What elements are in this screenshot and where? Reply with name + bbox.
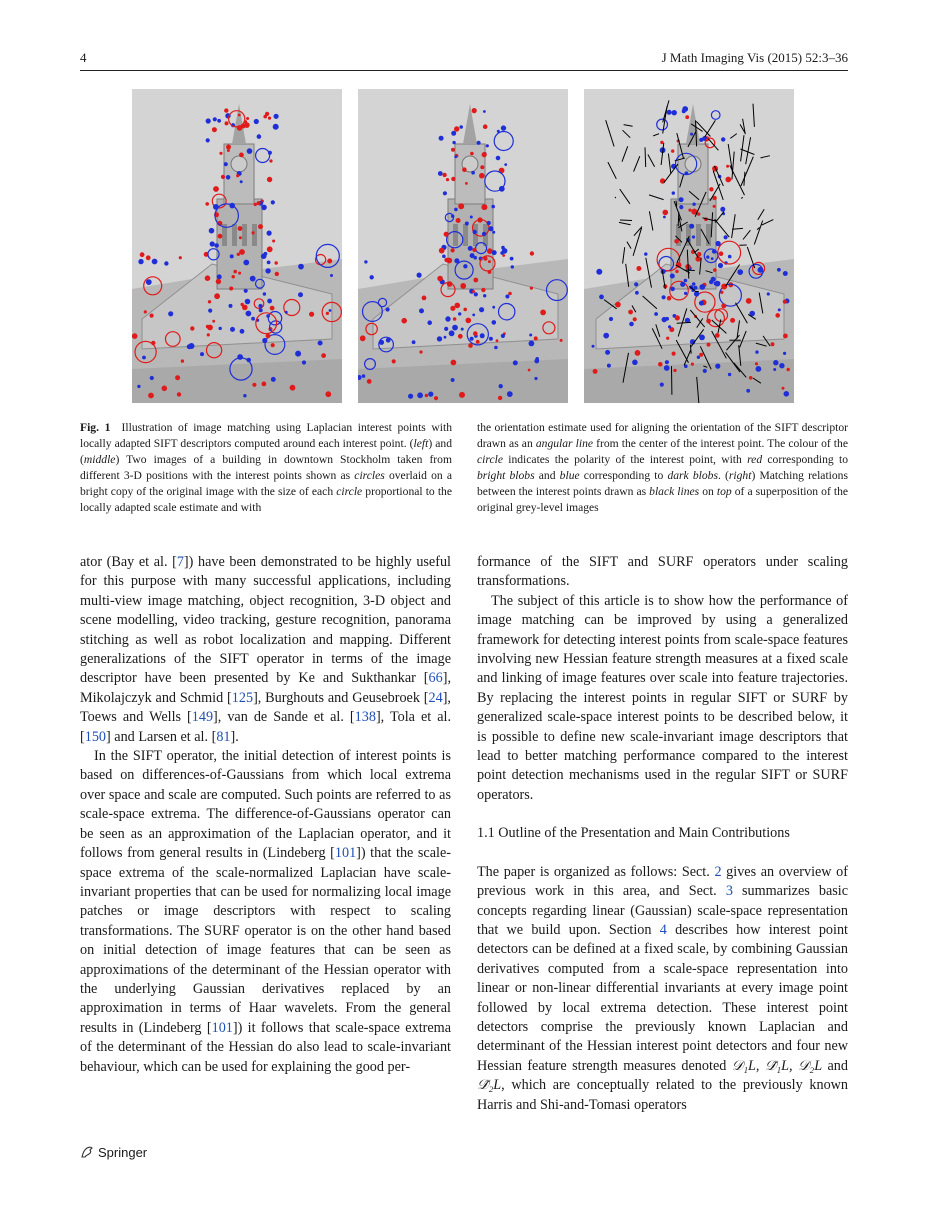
citation-link[interactable]: 149 [191, 709, 214, 726]
section-link[interactable]: 2 [714, 863, 722, 880]
citation-link[interactable]: 7 [176, 554, 184, 570]
running-header [80, 50, 848, 70]
figure-caption-left: Fig. 1 Illustration of image matching using Laplacian interest points with locally adapted SIFT descriptors computed around each interest point. (left) and (middle) Two images of a building in downtown Stockholm taken from different 3-D positions with the interest points shown as circles overlaid on a bright copy of the original image with the size of each circle proportional to the locally adapted scale estimate and with [80, 421, 453, 514]
journal-reference: J Math Imaging Vis (2015) 52:3–36 [661, 50, 848, 65]
figure-caption-right: the orientation estimate used for aligning the orientation of the SIFT descriptor drawn as an angular line from the center of the interest point. The colour of the circle indicates the polarity of the interest point, with red corresponding to bright blobs and blue corresponding to dark blobs. (right) Matching relations between the interest points drawn as black lines on top of a superposition of the original grey-level images [477, 421, 849, 514]
springer-horse-icon [80, 1145, 94, 1159]
citation-link[interactable]: 24 [428, 689, 443, 706]
citation-link[interactable]: 150 [84, 728, 107, 745]
building-photo-right [584, 89, 794, 403]
citation-link[interactable]: 81 [216, 728, 231, 745]
citation-link[interactable]: 125 [231, 689, 254, 706]
header-rule [80, 70, 848, 71]
citation-link[interactable]: 101 [211, 1019, 233, 1036]
body-column-right [477, 553, 848, 1115]
citation-link[interactable]: 101 [334, 845, 357, 862]
building-photo-middle [358, 89, 568, 403]
figure-panel-right [584, 89, 794, 403]
paragraph: The paper is organized as follows: Sect. 2 gives an overview of previous work in this area, and Sect. 3 summarizes basic concepts regarding linear (Gaussian) scale-space representation that we build upon. Section 4 describes how interest point detectors can be defined at a fixed scale, by combining Gaussian derivatives computed from a scale-space representation into linear or non-linear differential invariants at every image point followed by local extrema detection. These interest point detectors comprise the previously known Laplacian and determinant of the Hessian interest point detectors and four new Hessian feature strength measures denoted 𝒟₁L, 𝒟̃₁L, 𝒟₂L and 𝒟̃₂L, which are conceptually related to the previously known Harris and Shi-and-Tomasi operators [477, 863, 849, 1113]
building-photo-left [132, 89, 342, 403]
publisher-footer [80, 1145, 147, 1160]
paragraph: The subject of this article is to show how the performance of image matching can be improved by using a generalized framework for detecting interest points from scale-space features involving new Hessian feature strength measures at a fixed scale and linking of image features over scale into feature trajectories. By replacing the interest points in regular SIFT or SURF by generalized scale-space interest points to be described below, it is possible to define new scale-invariant image descriptors that lead to better matching performance compared to the interest point detection mechanisms used in the regular SIFT or SURF operators. [477, 592, 848, 803]
paragraph: In the SIFT operator, the initial detection of interest points is based on differences-of-Gaussians from which local extrema over space and scale are computed. Such points are referred to as scale-space extrema. The difference-of-Gaussians operator can be seen as an approximation of the Laplacian operator, and it follows from general results in (Lindeberg [101]) that the scale-space extrema of the scale-normalized Laplacian have scale-invariant properties that can be used for normalizing local image patches or image descriptors with respect to scaling transformations. The SURF operator is on the other hand based on initial detection of image features that can be seen as approximations of the determinant of the Hessian operator with the underlying Gaussian derivatives replaced by an approximation in terms of Haar wavelets. From the general results in (Lindeberg [101]) it follows that scale-space extrema of the determinant of the Hessian do also lead to scale-invariant behaviour, which can be used for explaining the good per- [80, 748, 451, 1075]
figure-panel-left [132, 89, 342, 403]
paragraph: ator (Bay et al. [7]) have been demonstrated to be highly useful for this purpose with many successful applications, including multi-view image matching, object recognition, 3-D object and scene modelling, video tracking, gesture recognition, panorama stitching as well as robot localization and mapping. Different generalizations of the SIFT operator in terms of the image descriptor have been presented by Ke and Sukthankar [66], Mikolajczyk and Schmid [125], Burghouts and Geusebroek [24], Toews and Wells [149], van de Sande et al. [138], Tola et al. [150] and Larsen et al. [81]. [80, 554, 451, 745]
section-link[interactable]: 3 [725, 883, 733, 900]
publisher-name: Springer [98, 1145, 148, 1160]
citation-link[interactable]: 138 [354, 709, 376, 726]
page-number: 4 [80, 50, 87, 65]
section-link[interactable]: 4 [659, 921, 667, 938]
section-heading: 1.1 Outline of the Presentation and Main Contributions [477, 825, 790, 842]
figure-panel-middle [358, 89, 568, 403]
figure-label: Fig. 1 [80, 421, 111, 434]
citation-link[interactable]: 66 [428, 670, 443, 687]
body-column-left [80, 553, 451, 1077]
paragraph: formance of the SIFT and SURF operators under scaling transformations. [477, 554, 848, 590]
